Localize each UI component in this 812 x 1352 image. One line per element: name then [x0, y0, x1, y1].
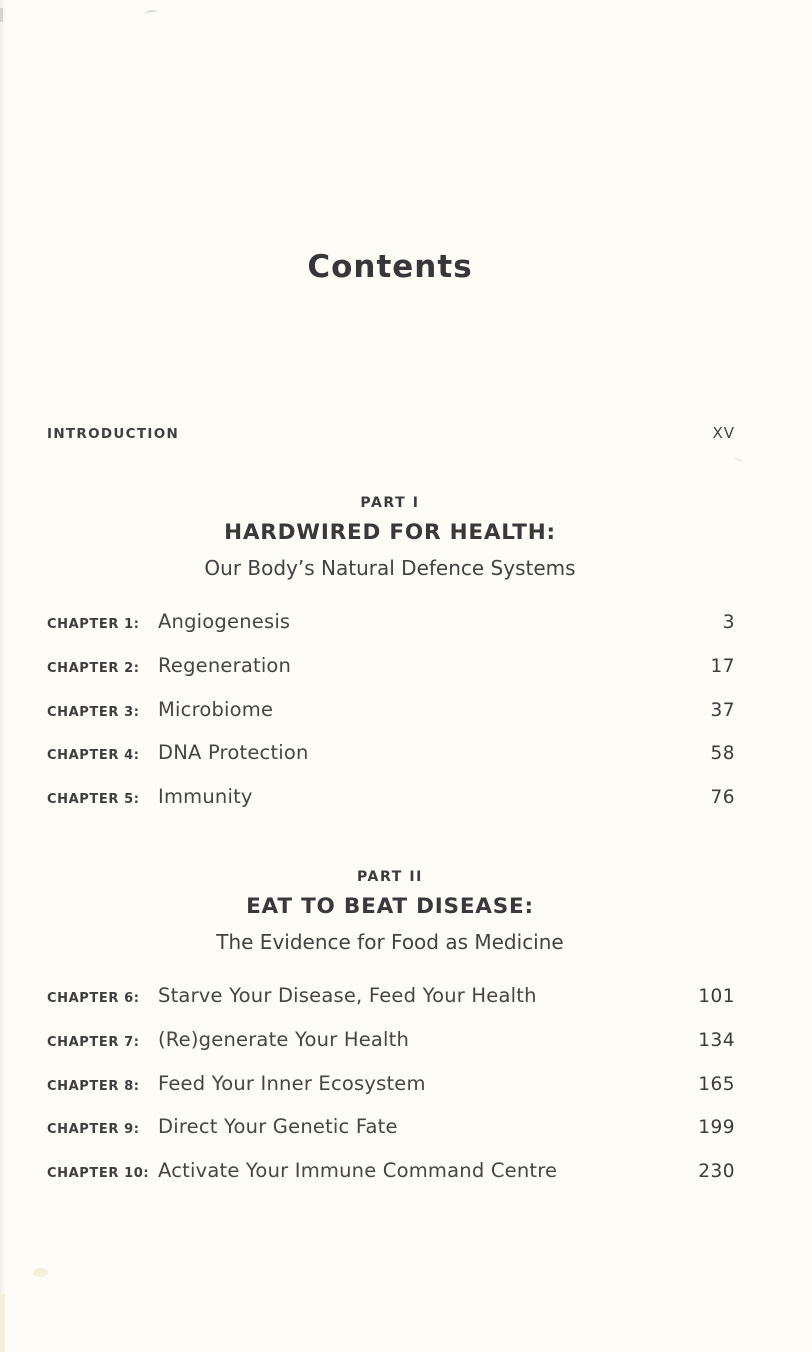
chapter-row — [45, 741, 735, 785]
chapter-label: CHAPTER 9: — [47, 1122, 140, 1138]
chapter-label: CHAPTER 2: — [47, 660, 140, 676]
part-2-section — [45, 869, 735, 1203]
scan-artifact — [732, 458, 742, 466]
chapter-page-number: 230 — [698, 1161, 735, 1183]
chapter-title: Feed Your Inner Ecosystem — [158, 1071, 426, 1095]
part-1-title: HARDWIRED FOR HEALTH: — [224, 520, 556, 545]
part-1-section — [45, 495, 735, 829]
chapter-title: Microbiome — [158, 697, 274, 721]
chapter-title: Regeneration — [158, 653, 292, 677]
chapter-row — [45, 785, 735, 829]
chapter-title: Immunity — [158, 785, 253, 809]
chapter-title: Direct Your Genetic Fate — [158, 1115, 398, 1139]
chapter-label: CHAPTER 10: — [47, 1166, 150, 1182]
part-1-subtitle: Our Body’s Natural Defence Systems — [204, 556, 576, 580]
chapter-label: CHAPTER 5: — [47, 792, 140, 808]
chapter-label: CHAPTER 6: — [47, 991, 140, 1006]
introduction-page-number: XV — [712, 424, 735, 442]
page-title: Contents — [307, 249, 473, 285]
part-2-subtitle: The Evidence for Food as Medicine — [216, 930, 564, 954]
chapter-title: (Re)generate Your Health — [158, 1027, 410, 1051]
introduction-row — [47, 424, 735, 442]
chapter-page-number: 199 — [698, 1117, 735, 1139]
chapter-page-number: 101 — [698, 986, 735, 1007]
chapter-row — [45, 1159, 735, 1203]
chapter-page-number: 165 — [698, 1073, 735, 1095]
chapter-row — [45, 984, 735, 1028]
chapter-label: CHAPTER 4: — [47, 748, 140, 764]
chapter-label: CHAPTER 7: — [47, 1034, 140, 1050]
chapter-label: CHAPTER 3: — [47, 704, 140, 720]
part-2-title: EAT TO BEAT DISEASE: — [246, 894, 534, 919]
introduction-label: INTRODUCTION — [47, 426, 180, 442]
chapter-label: CHAPTER 8: — [47, 1078, 140, 1094]
scan-artifact — [145, 9, 159, 18]
chapter-page-number: 17 — [710, 655, 735, 677]
chapter-title: Angiogenesis — [158, 610, 291, 633]
chapter-page-number: 76 — [710, 787, 735, 809]
scan-artifact — [0, 1294, 5, 1352]
chapter-row — [45, 1115, 735, 1159]
chapter-row — [45, 1072, 735, 1116]
part-1-chapter-list — [45, 610, 735, 829]
chapter-row — [45, 654, 735, 698]
part-2-chapter-list — [45, 984, 735, 1203]
chapter-row — [45, 610, 735, 654]
scan-artifact — [0, 8, 3, 22]
chapter-row — [45, 698, 735, 742]
chapter-row — [45, 1028, 735, 1072]
chapter-page-number: 58 — [710, 743, 735, 765]
chapter-title: Starve Your Disease, Feed Your Health — [158, 984, 537, 1007]
chapter-title: Activate Your Immune Command Centre — [158, 1159, 558, 1183]
part-2-label: PART II — [356, 869, 423, 885]
chapter-page-number: 3 — [722, 612, 735, 633]
chapter-page-number: 134 — [698, 1029, 735, 1051]
chapter-page-number: 37 — [710, 699, 735, 721]
part-1-label: PART I — [360, 495, 420, 511]
chapter-title: DNA Protection — [158, 741, 309, 765]
chapter-label: CHAPTER 1: — [47, 617, 140, 632]
scan-artifact — [33, 1268, 48, 1277]
